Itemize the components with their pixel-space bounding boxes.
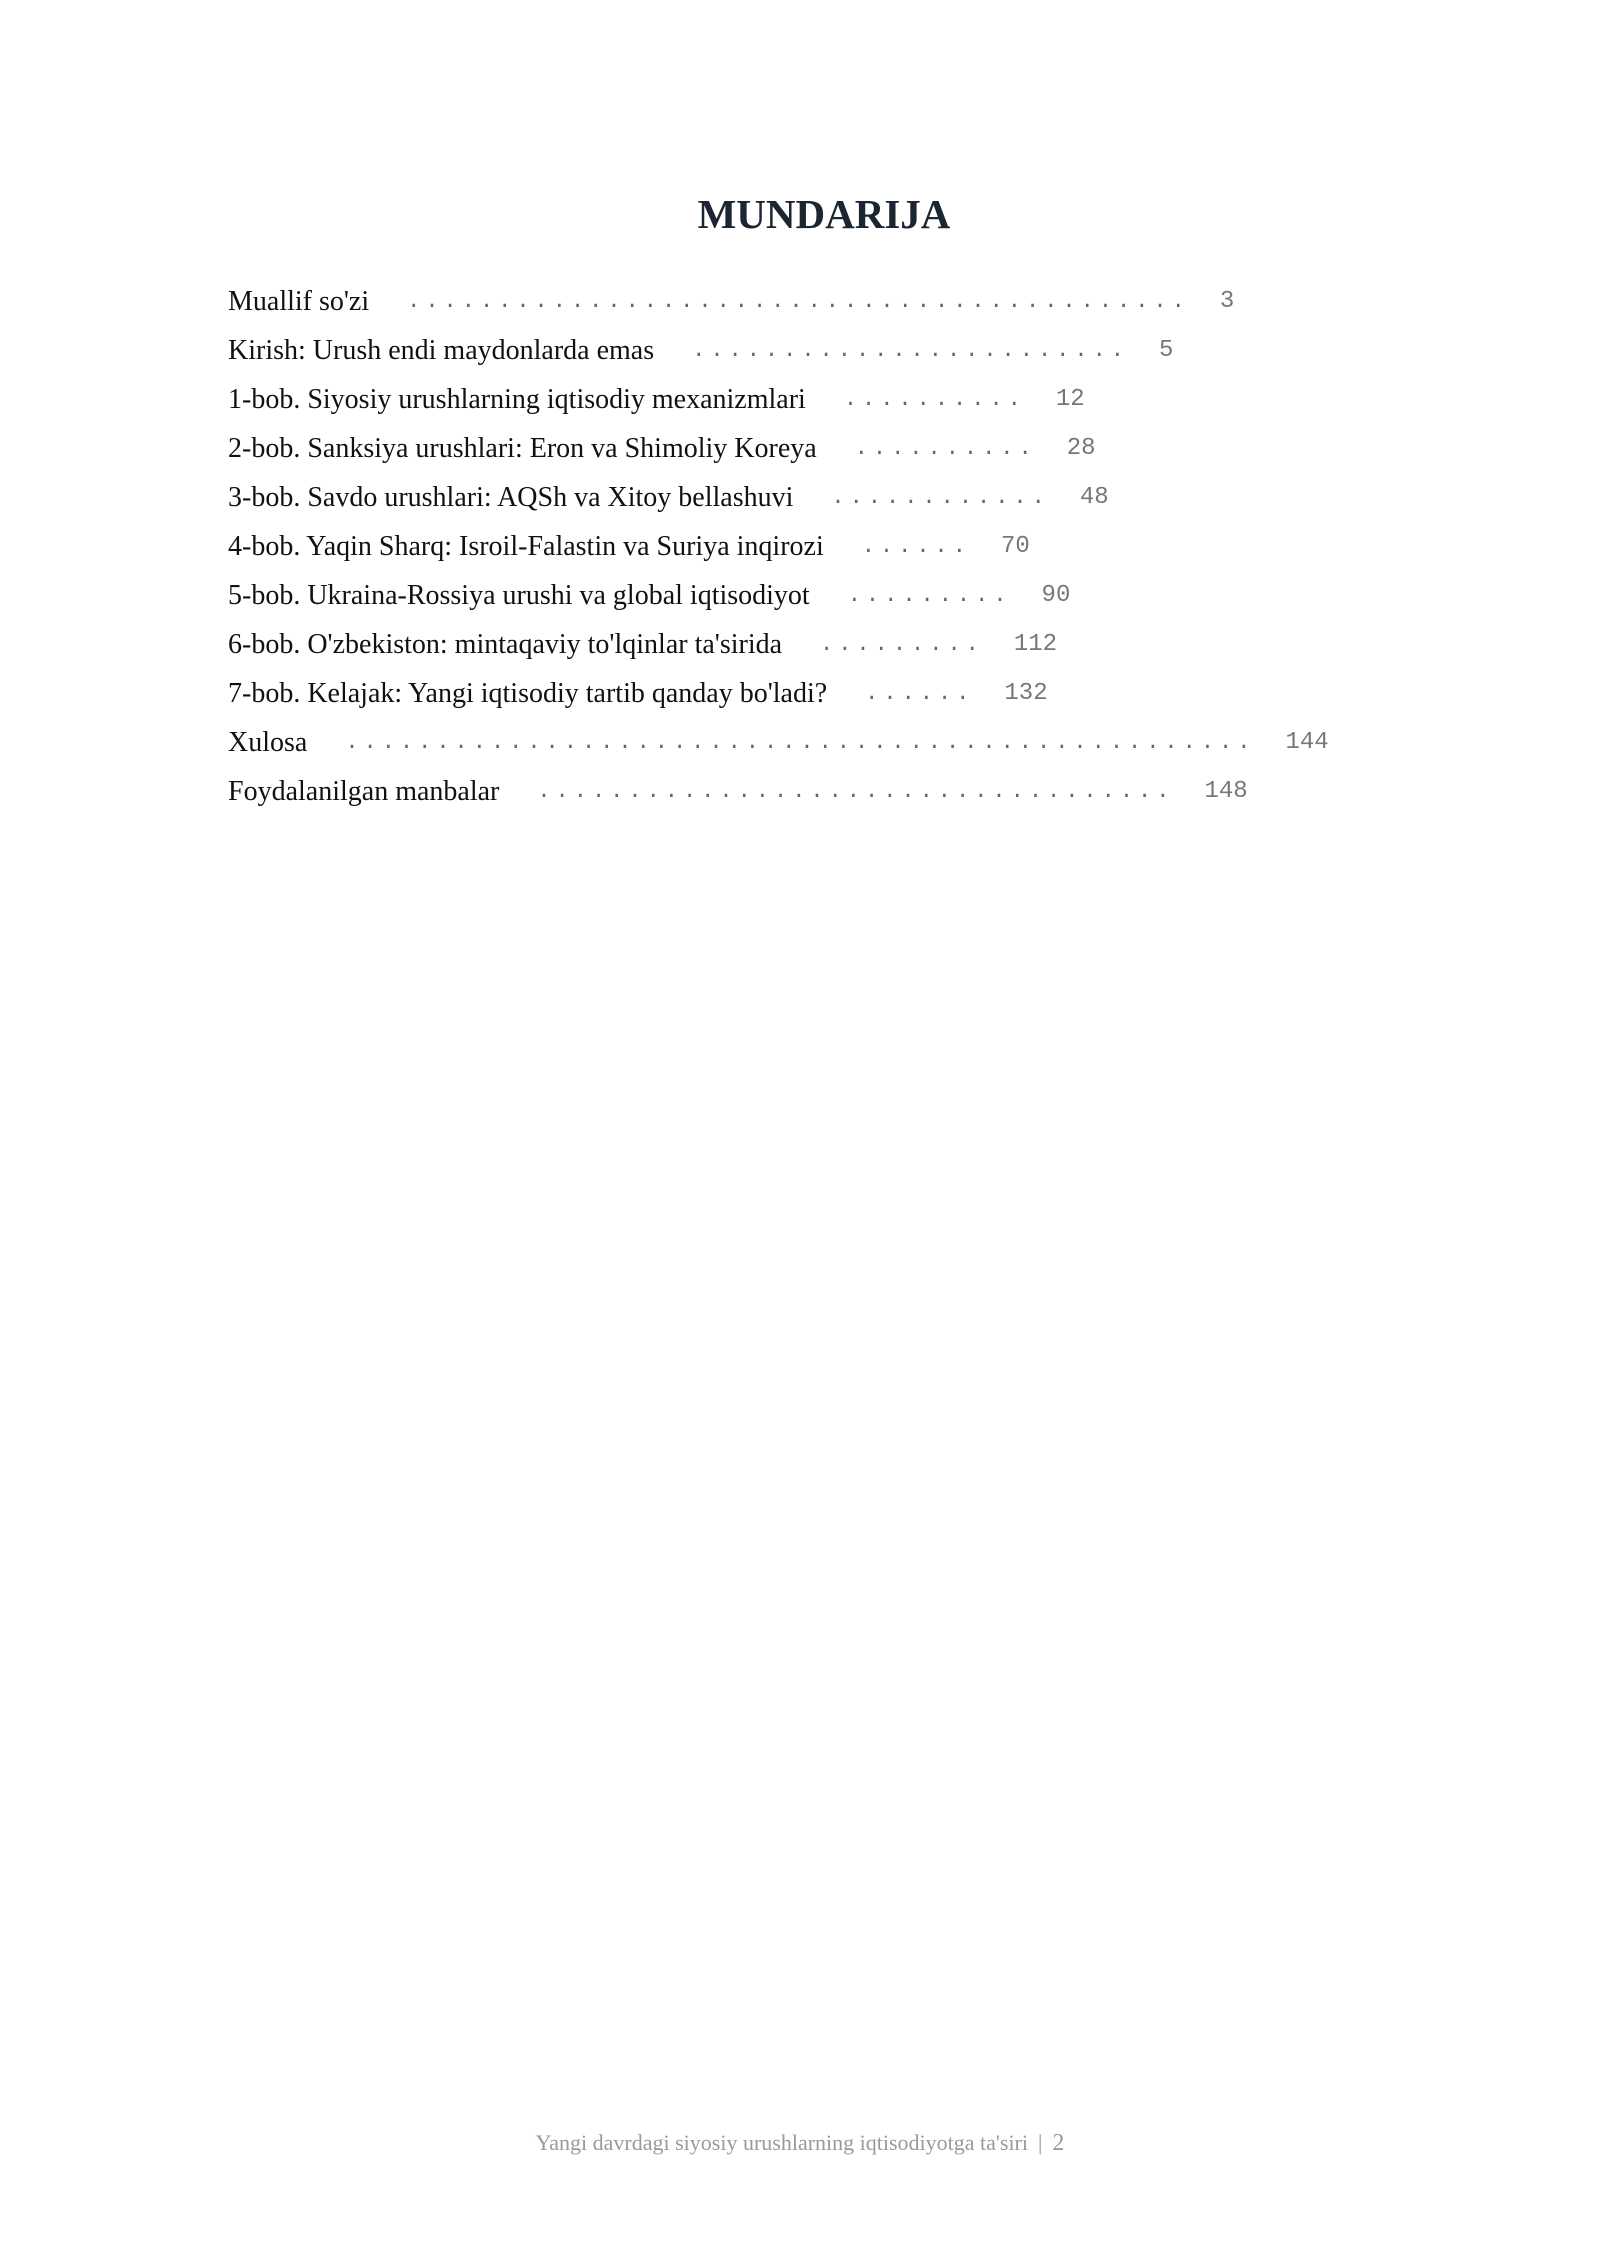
toc-leader-dots: ............ xyxy=(831,485,1050,510)
toc-entry[interactable] xyxy=(228,718,1329,767)
toc-entry-title: Foydalanilgan manbalar xyxy=(228,775,500,807)
toc-leader-dots: ...... xyxy=(861,534,971,559)
toc-entry-title: 1-bob. Siyosiy urushlarning iqtisodiy mexanizmlari xyxy=(228,383,806,415)
toc-entry-title: Kirish: Urush endi maydonlarda emas xyxy=(228,334,655,366)
toc-entry[interactable] xyxy=(228,277,1329,326)
toc-leader-dots: .................................................. xyxy=(345,730,1256,755)
toc-entry[interactable] xyxy=(228,571,1329,620)
toc-page-number: 5 xyxy=(1158,337,1174,364)
toc-entry-title: 7-bob. Kelajak: Yangi iqtisodiy tartib qanday bo'ladi? xyxy=(228,677,828,709)
toc-entry[interactable] xyxy=(228,375,1329,424)
toc-entry-title: 3-bob. Savdo urushlari: AQSh va Xitoy bellashuvi xyxy=(228,481,794,513)
page-title: MUNDARIJA xyxy=(697,191,951,237)
toc-leader-dots: ......... xyxy=(847,583,1012,608)
footer-book-title: Yangi davrdagi siyosiy urushlarning iqtisodiyotga ta'siri xyxy=(535,2130,1028,2155)
toc-leader-dots: .......... xyxy=(843,387,1026,412)
toc-leader-dots: ........................................... xyxy=(407,289,1190,314)
toc-leader-dots: ......... xyxy=(820,632,984,657)
toc-entry[interactable] xyxy=(228,326,1329,375)
footer-page-number: 2 xyxy=(1052,2130,1065,2156)
toc-page-number: 12 xyxy=(1055,386,1085,413)
toc-entry[interactable] xyxy=(228,522,1329,571)
toc-entry-title: 5-bob. Ukraina-Rossiya urushi va global iqtisodiyot xyxy=(228,579,810,611)
toc-entry-title: Xulosa xyxy=(228,726,308,758)
toc-entry-title: 2-bob. Sanksiya urushlari: Eron va Shimoliy Koreya xyxy=(228,432,817,464)
toc-page-number: 132 xyxy=(1004,680,1048,707)
toc-leader-dots: ........................ xyxy=(692,338,1129,363)
toc-leader-dots: ................................... xyxy=(537,779,1175,804)
toc-entry[interactable] xyxy=(228,473,1329,522)
toc-entry[interactable] xyxy=(228,620,1329,669)
footer-separator: | xyxy=(1038,2130,1043,2155)
toc-page-number: 112 xyxy=(1013,631,1058,658)
toc-entry[interactable] xyxy=(228,424,1329,473)
toc-leader-dots: ...... xyxy=(865,681,975,706)
toc-entry-title: 4-bob. Yaqin Sharq: Isroil-Falastin va Suriya inqirozi xyxy=(228,530,824,562)
toc-entry-title: 6-bob. O'zbekiston: mintaqaviy to'lqinlar ta'sirida xyxy=(228,628,783,660)
toc-page-number: 3 xyxy=(1219,288,1235,315)
toc-leader-dots: .......... xyxy=(854,436,1037,461)
toc-page-number: 48 xyxy=(1079,484,1109,511)
toc-page-number: 70 xyxy=(1000,533,1030,560)
toc-page-number: 148 xyxy=(1204,778,1248,805)
toc-entry[interactable] xyxy=(228,669,1329,718)
page-footer xyxy=(0,2130,1600,2157)
toc-entry-title: Muallif so'zi xyxy=(228,285,370,317)
table-of-contents xyxy=(228,277,1329,816)
toc-page-number: 90 xyxy=(1041,582,1071,609)
toc-entry[interactable] xyxy=(228,767,1329,816)
toc-page-number: 144 xyxy=(1285,729,1329,756)
toc-page-number: 28 xyxy=(1066,435,1096,462)
